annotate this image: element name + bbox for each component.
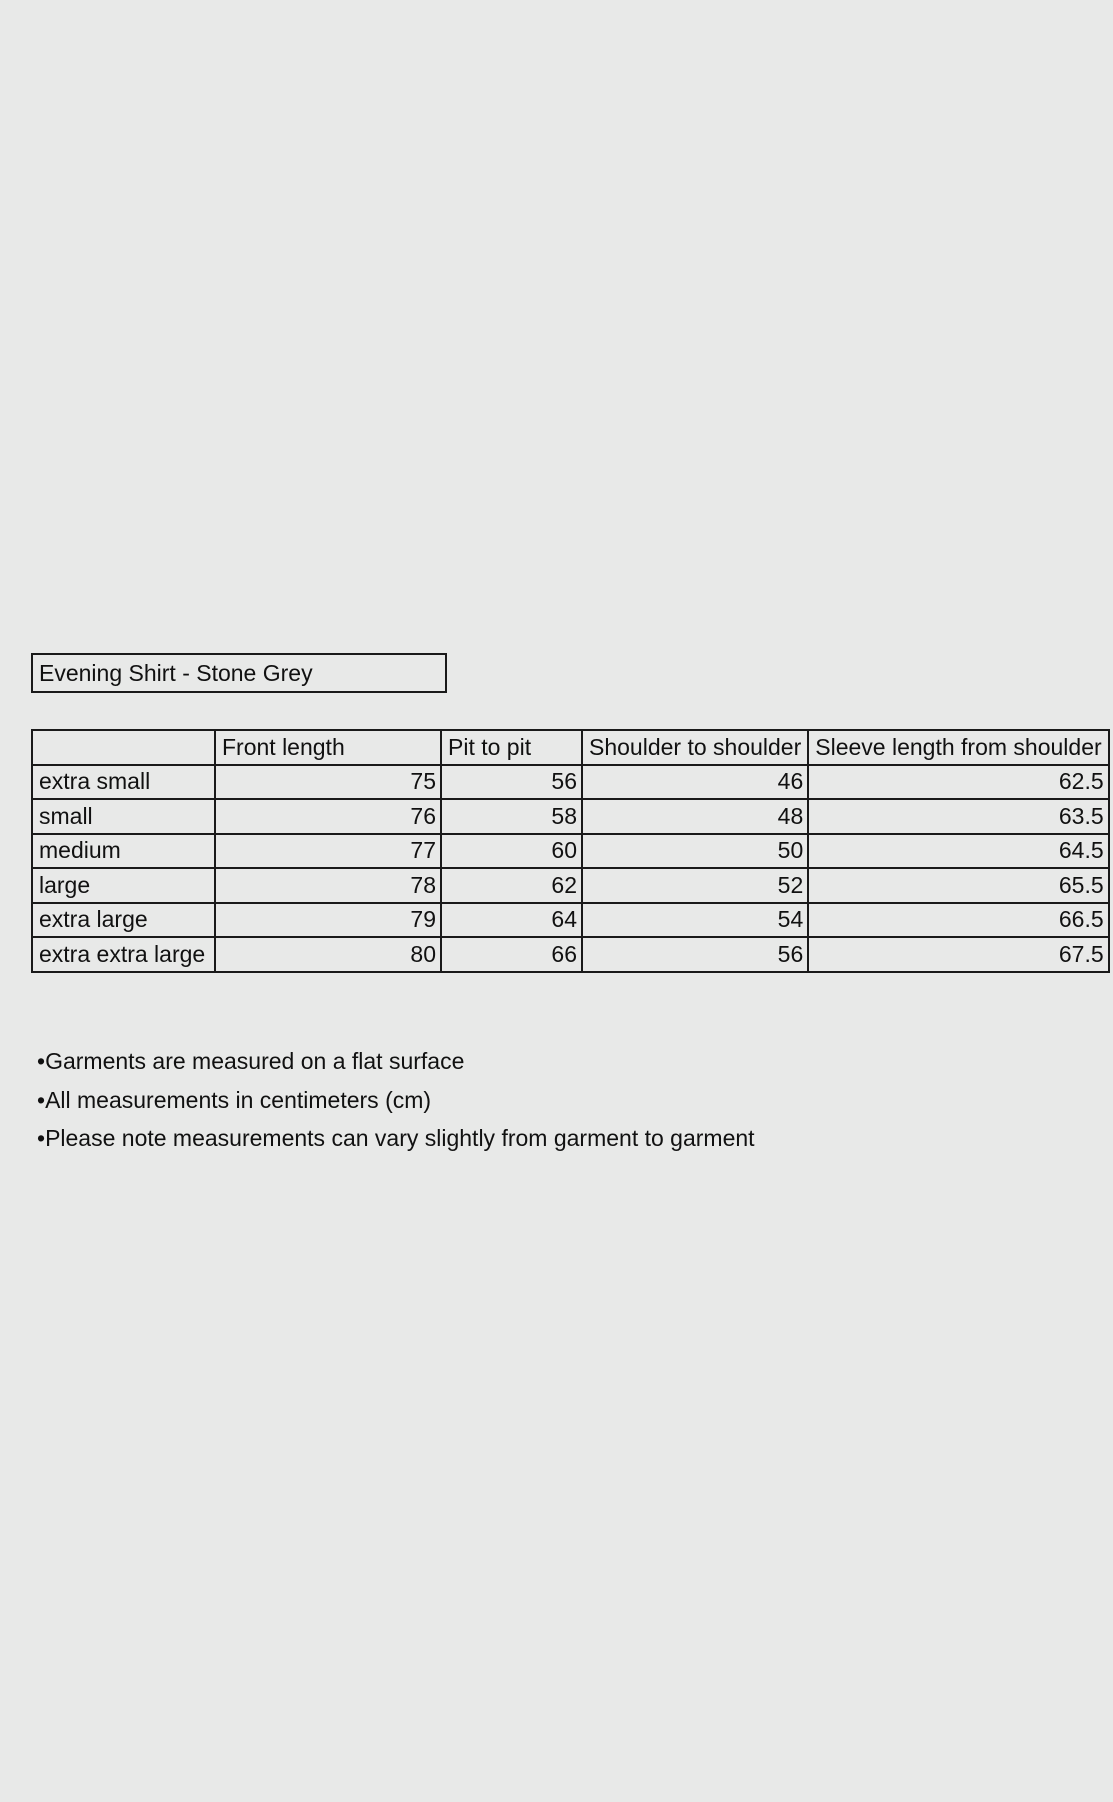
shoulder-value: 50 bbox=[582, 834, 808, 869]
sleeve-length-value: 67.5 bbox=[808, 937, 1108, 972]
note-item: • Please note measurements can vary slightly from garment to garment bbox=[37, 1119, 755, 1158]
pit-to-pit-value: 62 bbox=[441, 868, 582, 903]
table-row bbox=[32, 765, 1109, 800]
sleeve-length-value: 66.5 bbox=[808, 903, 1108, 938]
table-header-row bbox=[32, 730, 1109, 765]
header-sleeve-length: Sleeve length from shoulder bbox=[808, 730, 1108, 765]
sleeve-length-value: 65.5 bbox=[808, 868, 1108, 903]
pit-to-pit-value: 64 bbox=[441, 903, 582, 938]
size-label: extra small bbox=[32, 765, 215, 800]
header-front-length: Front length bbox=[215, 730, 441, 765]
table-row bbox=[32, 799, 1109, 834]
size-label: large bbox=[32, 868, 215, 903]
front-length-value: 80 bbox=[215, 937, 441, 972]
front-length-value: 75 bbox=[215, 765, 441, 800]
size-label: medium bbox=[32, 834, 215, 869]
pit-to-pit-value: 60 bbox=[441, 834, 582, 869]
sleeve-length-value: 62.5 bbox=[808, 765, 1108, 800]
front-length-value: 77 bbox=[215, 834, 441, 869]
shoulder-value: 46 bbox=[582, 765, 808, 800]
front-length-value: 79 bbox=[215, 903, 441, 938]
size-label: extra large bbox=[32, 903, 215, 938]
shoulder-value: 56 bbox=[582, 937, 808, 972]
note-item: • All measurements in centimeters (cm) bbox=[37, 1081, 755, 1120]
pit-to-pit-value: 66 bbox=[441, 937, 582, 972]
sleeve-length-value: 64.5 bbox=[808, 834, 1108, 869]
shoulder-value: 48 bbox=[582, 799, 808, 834]
measurement-notes bbox=[37, 1042, 755, 1158]
front-length-value: 78 bbox=[215, 868, 441, 903]
note-item: • Garments are measured on a flat surface bbox=[37, 1042, 755, 1081]
table-row bbox=[32, 834, 1109, 869]
shoulder-value: 52 bbox=[582, 868, 808, 903]
table-row bbox=[32, 903, 1109, 938]
table-row bbox=[32, 937, 1109, 972]
shoulder-value: 54 bbox=[582, 903, 808, 938]
product-title: Evening Shirt - Stone Grey bbox=[31, 653, 447, 693]
header-cell-empty bbox=[32, 730, 215, 765]
header-shoulder-to-shoulder: Shoulder to shoulder bbox=[582, 730, 808, 765]
sleeve-length-value: 63.5 bbox=[808, 799, 1108, 834]
table-row bbox=[32, 868, 1109, 903]
size-label: small bbox=[32, 799, 215, 834]
pit-to-pit-value: 58 bbox=[441, 799, 582, 834]
front-length-value: 76 bbox=[215, 799, 441, 834]
header-pit-to-pit: Pit to pit bbox=[441, 730, 582, 765]
pit-to-pit-value: 56 bbox=[441, 765, 582, 800]
size-chart-table bbox=[31, 729, 1110, 973]
size-label: extra extra large bbox=[32, 937, 215, 972]
